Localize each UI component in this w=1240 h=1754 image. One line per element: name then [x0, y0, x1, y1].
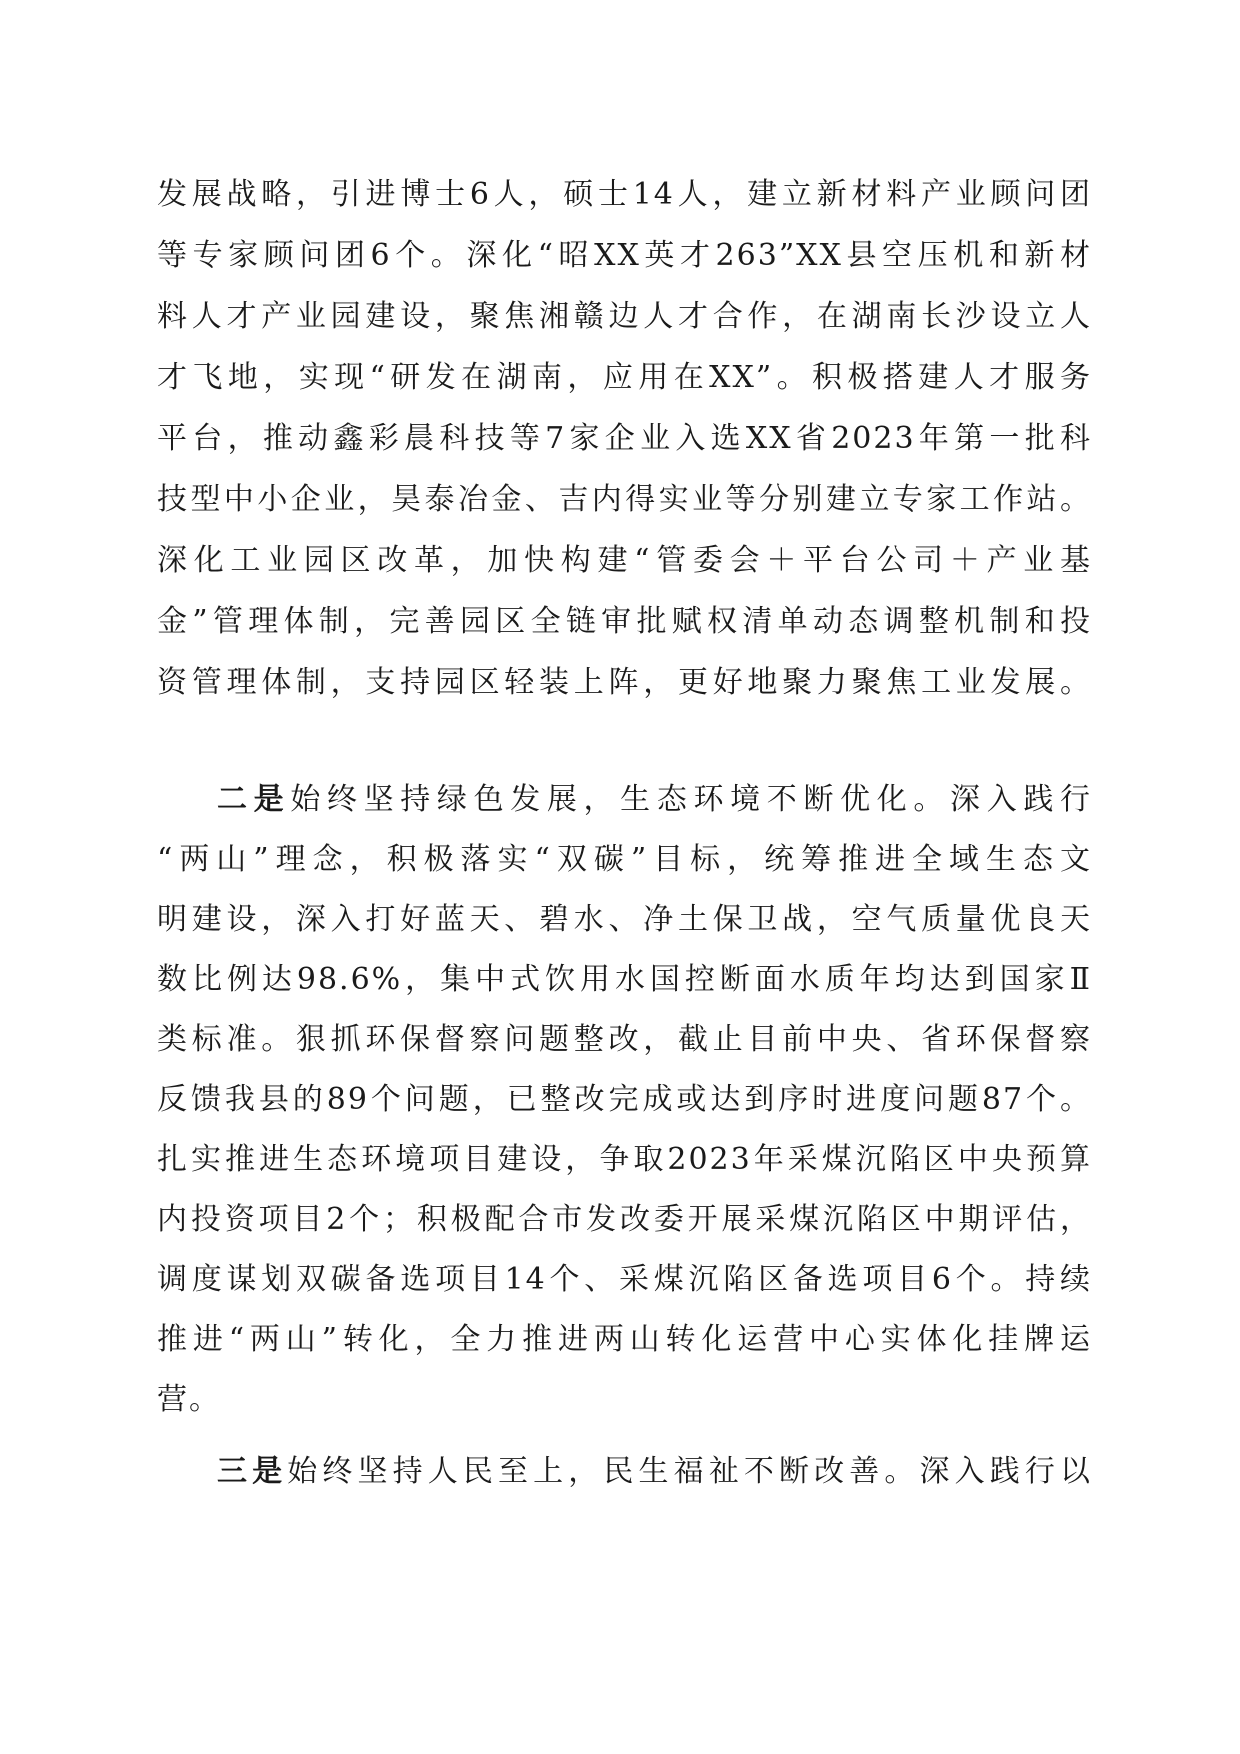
- text-line: 资管理体制，支持园区轻装上阵，更好地聚力聚焦工业发展。: [157, 665, 1092, 700]
- text-line: 数比例达98.6%，集中式饮用水国控断面水质年均达到国家Ⅱ: [157, 962, 1092, 997]
- text-line: 平台，推动鑫彩晨科技等7家企业入选XX省2023年第一批科: [157, 421, 1092, 456]
- paragraph-lead: 三是: [217, 1454, 288, 1489]
- text-span: 始终坚持人民至上，民生福祉不断改善。深入践行以: [287, 1454, 1092, 1489]
- text-line: 反馈我县的89个问题，已整改完成或达到序时进度问题87个。: [157, 1082, 1092, 1117]
- text-line: 扎实推进生态环境项目建设，争取2023年采煤沉陷区中央预算: [157, 1142, 1092, 1177]
- text-line: 料人才产业园建设，聚焦湘赣边人才合作，在湖南长沙设立人: [157, 299, 1092, 334]
- text-line: 才飞地，实现“研发在湖南，应用在XX”。积极搭建人才服务: [157, 360, 1092, 395]
- paragraph-first-line: [157, 1442, 1092, 1502]
- text-line: 金”管理体制，完善园区全链审批赋权清单动态调整机制和投: [157, 604, 1092, 639]
- text-line: 技型中小企业，昊泰冶金、吉内得实业等分别建立专家工作站。: [157, 482, 1092, 517]
- paragraph-first-line: [157, 770, 1092, 830]
- text-line: 类标准。狠抓环保督察问题整改，截止目前中央、省环保督察: [157, 1022, 1092, 1057]
- text-span: 始终坚持绿色发展，生态环境不断优化。深入践行: [290, 782, 1093, 817]
- text-line: 明建设，深入打好蓝天、碧水、净土保卫战，空气质量优良天: [157, 902, 1092, 937]
- paragraph-people-welfare: [157, 1442, 1092, 1502]
- text-line: 调度谋划双碳备选项目14个、采煤沉陷区备选项目6个。持续: [157, 1262, 1092, 1297]
- text-line: 内投资项目2个；积极配合市发改委开展采煤沉陷区中期评估，: [157, 1202, 1092, 1237]
- text-line: 深化工业园区改革，加快构建“管委会＋平台公司＋产业基: [157, 543, 1092, 578]
- paragraph-green-development: [157, 770, 1092, 1450]
- text-line: 发展战略，引进博士6人，硕士14人，建立新材料产业顾问团: [157, 177, 1092, 212]
- text-line: 等专家顾问团6个。深化“昭XX英才263”XX县空压机和新材: [157, 238, 1092, 273]
- paragraph-talent-industry: [157, 165, 1092, 725]
- text-line: 推进“两山”转化，全力推进两山转化运营中心实体化挂牌运: [157, 1322, 1092, 1357]
- text-line: 营。: [157, 1382, 221, 1417]
- text-line: “两山”理念，积极落实“双碳”目标，统筹推进全域生态文: [157, 842, 1092, 877]
- paragraph-lead: 二是: [217, 782, 291, 817]
